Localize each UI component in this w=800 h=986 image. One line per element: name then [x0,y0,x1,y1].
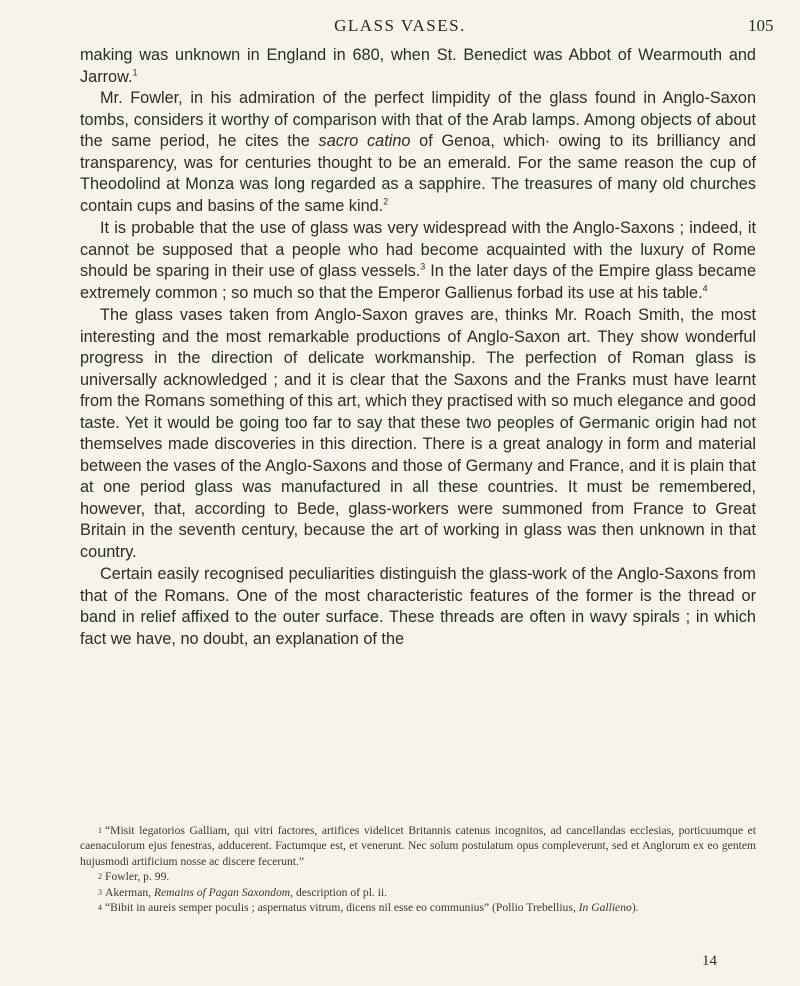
running-title: GLASS VASES. [334,16,466,35]
paragraph-5-text: Certain easily recognised peculiarities distinguish the glass-work of the Anglo-Saxons from that of the Romans. One of the most characteristic features of the former is the thread or band in relief affixed to the outer surface. These threads are often in wavy spirals ; in which fact we have, no doubt, an explanation of the [80,565,756,648]
footnote-ref-2: 2 [383,196,389,207]
footnote-4-italic: In Gallieno [578,901,632,915]
page-number: 105 [748,16,774,35]
paragraph-3-text-a: It is probable that the use of glass was very widespread with the Anglo-Saxons ; indeed, it cannot be supposed that a people who had become acquainted with the luxury of Rome should be sparing in their use of glass vessels. [80,219,756,280]
paragraph-4 [80,305,756,563]
running-head [0,12,800,44]
footnotes [80,823,756,915]
footnote-1-text: “Misit legatorios Galliam, qui vitri factores, artifices videlicet Britannis catenus incognitos, ad cancellandas ecclesias, porticuumque et caenaculorum ejus fenestras, adducerent. Factumque est, et venerunt. Nec solum postulatum opus compleverunt, sed et Anglorum ex eo gentem hujusmodi artificium nosse ac discere fecerunt.” [80,824,756,868]
footnote-4-text-b: ). [631,901,639,915]
body-text [80,45,756,650]
paragraph-3-text-b: In the later days of the Empire glass became extremely common ; so much so that the Emperor Gallienus forbad its use at his table. [80,262,756,302]
footnote-3 [80,885,756,900]
footnote-4 [80,900,756,915]
footnote-3-italic: Remains of Pagan Saxondom, [153,885,294,899]
footnote-1 [80,823,756,869]
footnote-2-mark: 2 [98,872,102,882]
footnote-ref-3: 3 [420,261,426,272]
paragraph-2-text-a: Mr. Fowler, in his admiration of the perfect limpidity of the glass found in Anglo-Saxon tombs, considers it worthy of comparison with that of the Arab lamps. Among objects of about the same period, he cites the [80,89,756,150]
footnote-ref-1: 1 [132,67,138,78]
footnote-4-mark: 4 [98,903,102,913]
paragraph-3 [80,218,756,304]
paragraph-2-text-b: of Genoa, which· owing to its brilliancy and transparency, was for centuries thought to be an emerald. For the same reason the cup of Theodolind at Monza was long regarded as a sapphire. The treasures of many old churches contain cups and basins of the same kind. [80,132,756,215]
footnote-4-text-a: “Bibit in aureis semper poculis ; aspernatus vitrum, dicens nil esse eo communius” (Pollio Trebellius, [105,901,579,915]
footnote-2-text: Fowler, p. 99. [105,870,170,884]
footnote-3-text-a: Akerman, [105,885,154,899]
paragraph-2 [80,88,756,217]
paragraph-1-text: making was unknown in England in 680, when St. Benedict was Abbot of Wearmouth and Jarrow. [80,46,756,86]
paragraph-2-italic: sacro catino [318,132,411,150]
footnote-ref-4: 4 [702,283,708,294]
paragraph-1 [80,45,756,88]
footnote-3-mark: 3 [98,887,102,897]
footnote-1-mark: 1 [98,826,102,835]
footnote-3-text-b: description of pl. ii. [293,885,388,899]
paragraph-4-text: The glass vases taken from Anglo-Saxon graves are, thinks Mr. Roach Smith, the most interesting and the most remarkable productions of Anglo-Saxon art. They show wonderful progress in the direction of delicate workmanship. The perfection of Roman glass is universally acknowledged ; and it is clear that the Saxons and the Franks must have learnt from the Romans something of this art, which they practised with so much elegance and good taste. Yet it would be going too far to say that these two peoples of Germanic origin had not themselves made discoveries in this direction. There is a great analogy in form and material between the vases of the Anglo-Saxons and those of Germany and France, and it is plain that at one period glass was manufactured in all these countries. It must be remembered, however, that, according to Bede, glass-workers were summoned from France to Great Britain in the seventh century, because the art of working in glass was then unknown in that country. [80,306,756,561]
paragraph-5 [80,564,756,650]
footnote-2 [80,869,756,884]
signature-mark: 14 [702,953,717,969]
